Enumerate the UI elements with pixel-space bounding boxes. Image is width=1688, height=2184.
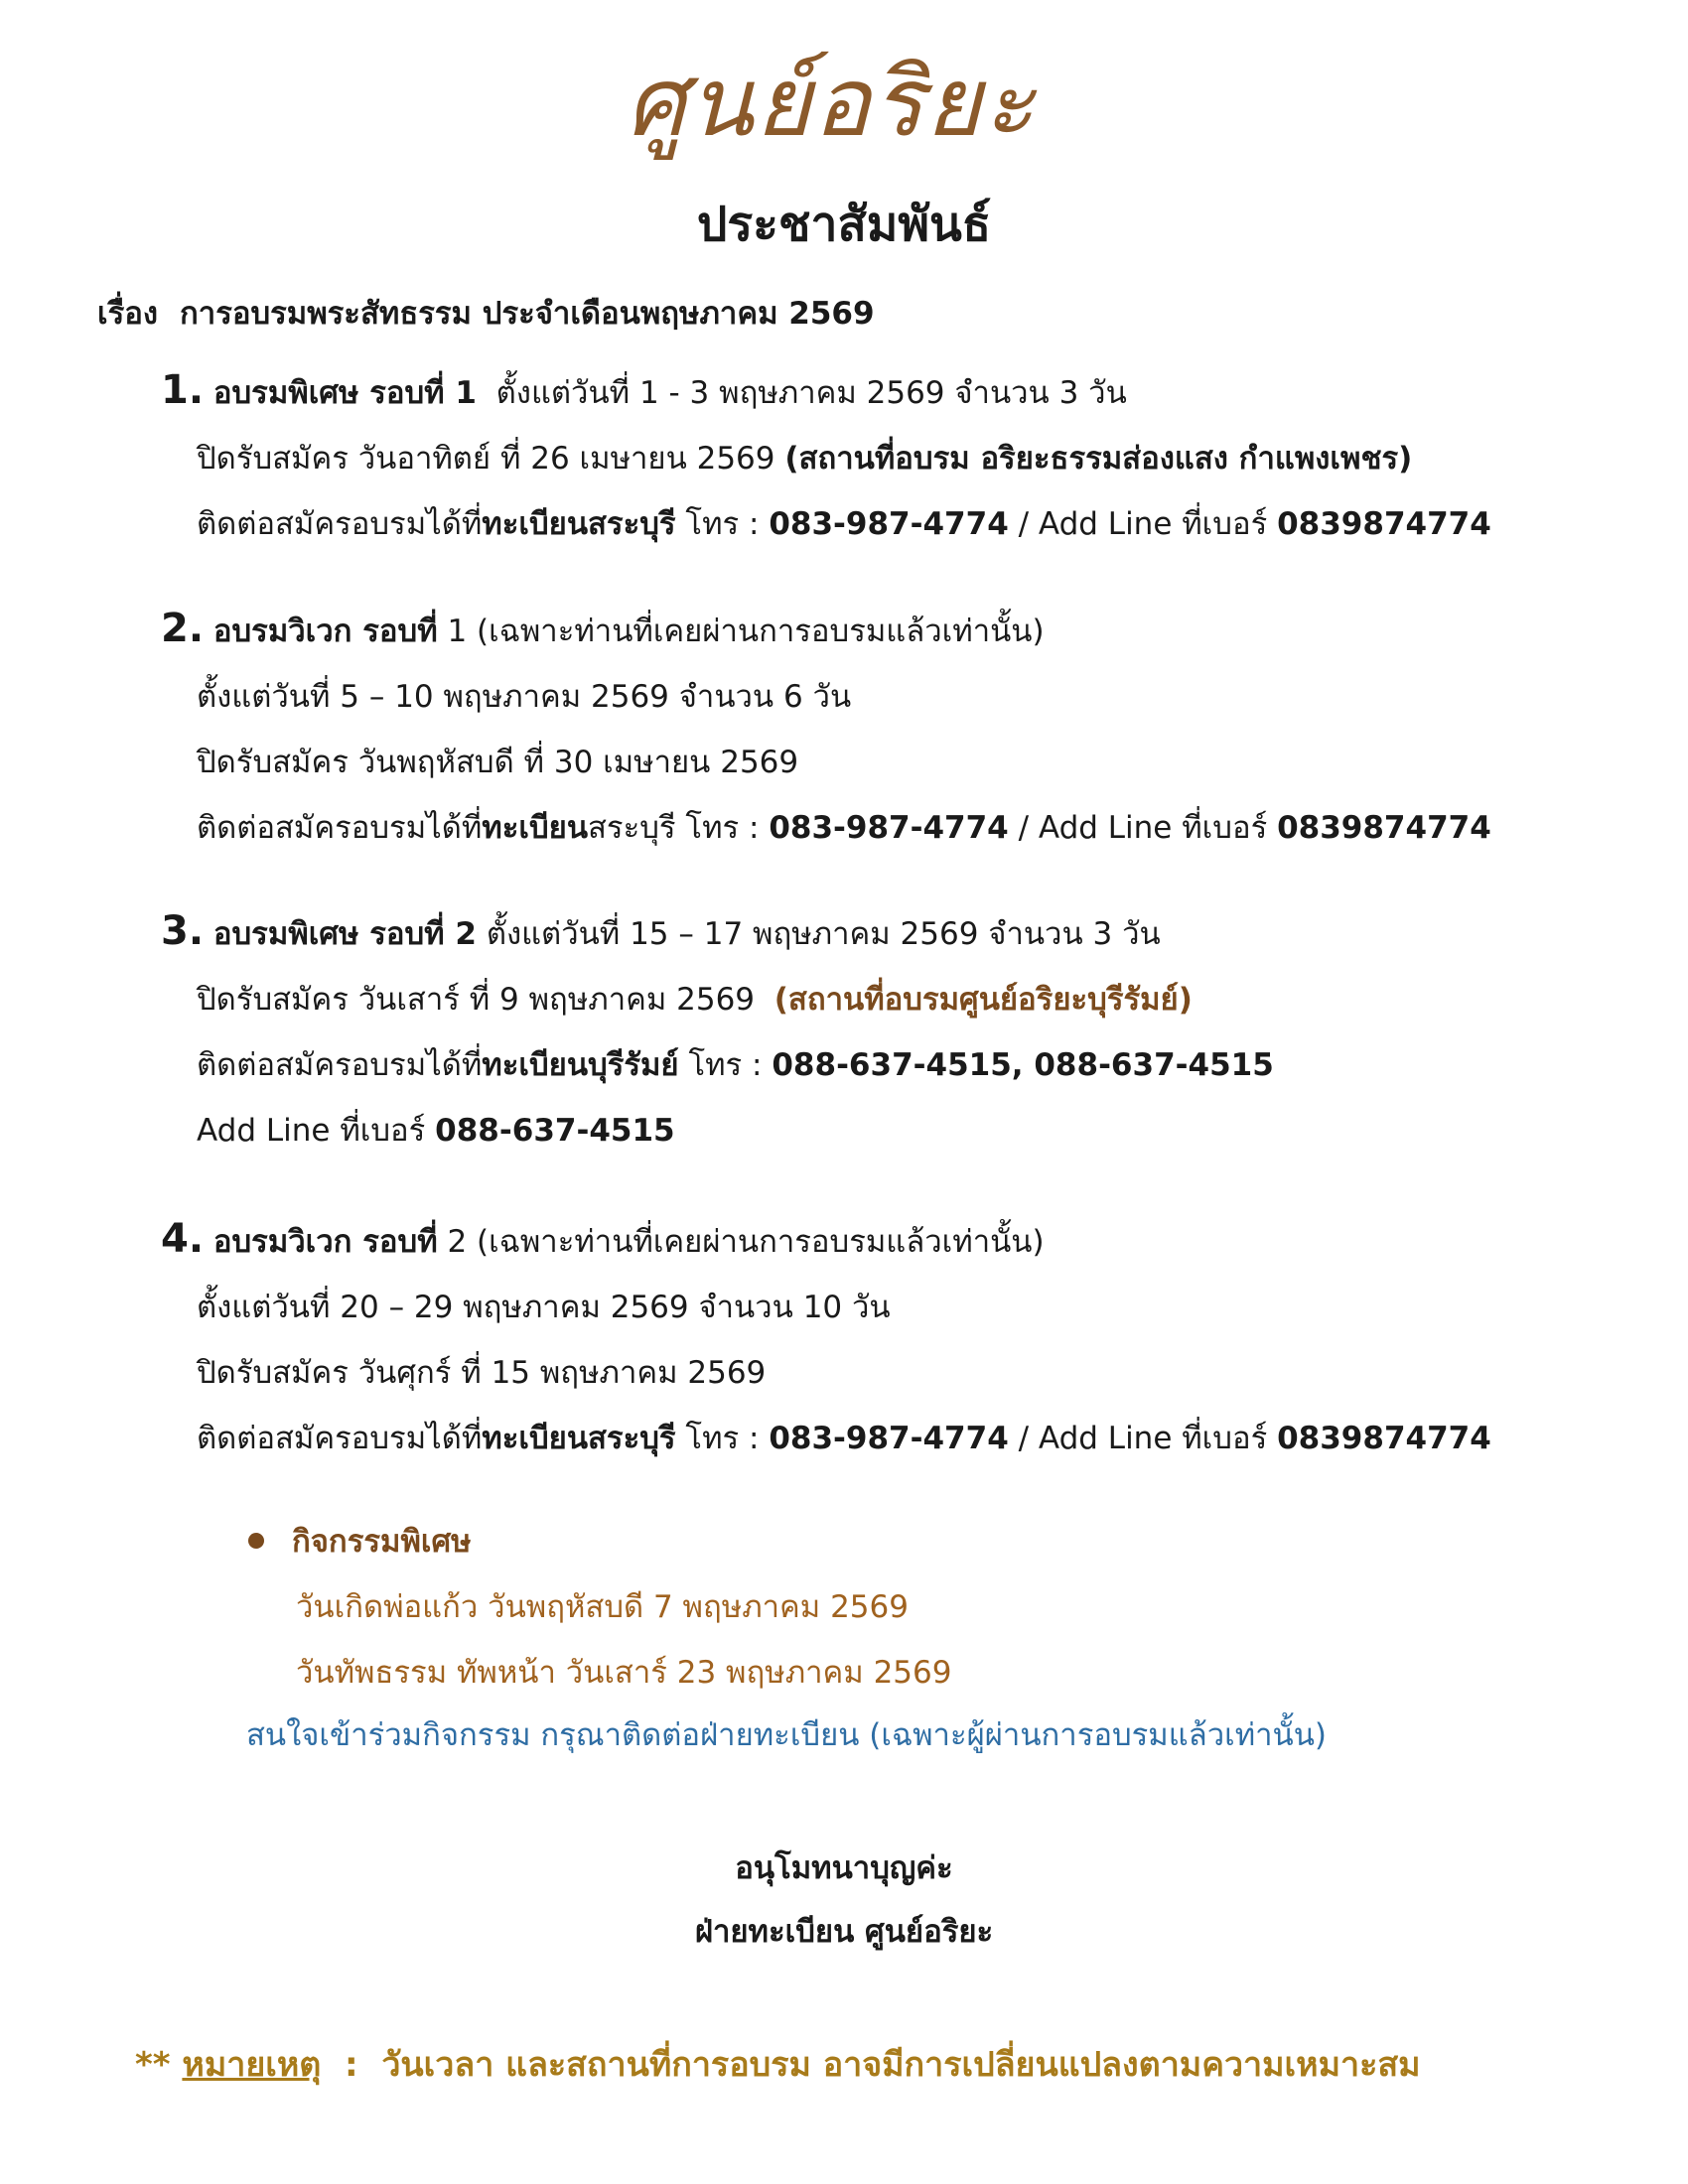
subject-text: การอบรมพระสัทธรรม ประจำเดือนพฤษภาคม 2569	[180, 296, 875, 332]
contact-tel: 083-987-4774	[769, 1421, 1009, 1456]
section-1	[161, 357, 1630, 557]
line-sep: / Add Line ที่เบอร์	[1018, 810, 1268, 846]
close-line	[161, 967, 1630, 1032]
remark-colon: :	[345, 2045, 358, 2085]
special-item: วันเกิดพ่อแก้ว วันพฤหัสบดี 7 พฤษภาคม 2569	[296, 1589, 909, 1625]
special-activities	[248, 1509, 1539, 1706]
subject-label: เรื่อง	[97, 296, 159, 332]
section-dates: ตั้งแต่วันที่ 15 – 17 พฤษภาคม 2569 จำนวน 3 วัน	[486, 916, 1161, 952]
section-title: อบรมพิเศษ รอบที่ 1	[212, 375, 477, 411]
section-note: 1 (เฉพาะท่านที่เคยผ่านการอบรมแล้วเท่านั้น)	[447, 614, 1045, 649]
close-line: ปิดรับสมัคร วันพฤหัสบดี ที่ 30 เมษายน 2569	[197, 745, 799, 780]
section-heading	[161, 898, 1630, 967]
close-line: ปิดรับสมัคร วันศุกร์ ที่ 15 พฤษภาคม 2569	[197, 1355, 767, 1391]
contact-line	[161, 491, 1630, 557]
subject-line	[97, 288, 875, 338]
close-line	[161, 426, 1630, 491]
section-heading	[161, 1206, 1630, 1275]
contact-line	[161, 1032, 1630, 1098]
dates-line: ตั้งแต่วันที่ 20 – 29 พฤษภาคม 2569 จำนวน 10 วัน	[197, 1290, 891, 1325]
section-2	[161, 596, 1630, 861]
section-number: 1.	[161, 367, 205, 413]
line-id: 0839874774	[1277, 1421, 1491, 1456]
signature-line-1: อนุโมทนาบุญค่ะ	[735, 1850, 953, 1886]
contact-tel-label: โทร :	[688, 1047, 763, 1083]
contact-place: ทะเบียน	[482, 810, 589, 846]
logo-text: ศูนย์อริยะ	[626, 47, 1037, 158]
line-label: Add Line ที่เบอร์	[197, 1113, 426, 1149]
remark-label: หมายเหตุ	[182, 2045, 322, 2085]
contact-place: ทะเบียนบุรีรัมย์	[482, 1047, 679, 1083]
contact-line	[161, 1406, 1630, 1471]
section-heading	[161, 357, 1630, 426]
remark-text: วันเวลา และสถานที่การอบรม อาจมีการเปลี่ยนแปลงตามความเหมาะสม	[381, 2045, 1421, 2085]
contact-tel: 083-987-4774	[769, 506, 1009, 542]
contact-tel-label: โทร :	[685, 506, 760, 542]
contact-prefix: ติดต่อสมัครอบรมได้ที่	[197, 506, 483, 542]
location-text: (สถานที่อบรมศูนย์อริยะบุรีรัมย์)	[774, 982, 1193, 1018]
section-4	[161, 1206, 1630, 1471]
section-note: 2 (เฉพาะท่านที่เคยผ่านการอบรมแล้วเท่านั้น)	[447, 1224, 1045, 1260]
interest-note: สนใจเข้าร่วมกิจกรรม กรุณาติดต่อฝ่ายทะเบียน (เฉพาะผู้ผ่านการอบรมแล้วเท่านั้น)	[246, 1717, 1328, 1753]
line-id: 0839874774	[1277, 506, 1491, 542]
contact-place-rest: สระบุรี โทร :	[588, 810, 760, 846]
line-id: 088-637-4515	[435, 1113, 675, 1149]
signature-line-2: ฝ่ายทะเบียน ศูนย์อริยะ	[694, 1914, 994, 1950]
special-heading-line	[248, 1509, 1539, 1574]
section-number: 3.	[161, 908, 205, 954]
line-sep: / Add Line ที่เบอร์	[1018, 506, 1268, 542]
section-dates: ตั้งแต่วันที่ 1 - 3 พฤษภาคม 2569 จำนวน 3 วัน	[495, 375, 1127, 411]
section-number: 2.	[161, 606, 205, 651]
contact-line	[161, 795, 1630, 861]
close-text: ปิดรับสมัคร วันเสาร์ ที่ 9 พฤษภาคม 2569	[197, 982, 756, 1018]
location-text: (สถานที่อบรม อริยะธรรมส่องแสง กำแพงเพชร)	[784, 441, 1413, 477]
section-number: 4.	[161, 1216, 205, 1262]
contact-prefix: ติดต่อสมัครอบรมได้ที่	[197, 1421, 483, 1456]
line-sep: / Add Line ที่เบอร์	[1018, 1421, 1268, 1456]
contact-place: ทะเบียนสระบุรี	[482, 1421, 676, 1456]
contact-tel: 088-637-4515, 088-637-4515	[772, 1047, 1274, 1083]
line-contact	[161, 1098, 1630, 1163]
bullet-icon	[248, 1533, 264, 1549]
contact-prefix: ติดต่อสมัครอบรมได้ที่	[197, 810, 483, 846]
remark	[135, 2037, 1421, 2091]
contact-prefix: ติดต่อสมัครอบรมได้ที่	[197, 1047, 483, 1083]
section-heading	[161, 596, 1630, 664]
section-title: อบรมวิเวก รอบที่	[212, 1224, 438, 1260]
special-item: วันทัพธรรม ทัพหน้า วันเสาร์ 23 พฤษภาคม 2569	[296, 1655, 952, 1691]
page-title: ประชาสัมพันธ์	[696, 197, 992, 252]
contact-place: ทะเบียนสระบุรี	[482, 506, 676, 542]
section-title: อบรมวิเวก รอบที่	[212, 614, 438, 649]
contact-tel: 083-987-4774	[769, 810, 1009, 846]
dates-line: ตั้งแต่วันที่ 5 – 10 พฤษภาคม 2569 จำนวน 6 วัน	[197, 679, 852, 715]
logo	[616, 38, 1092, 167]
remark-stars: **	[135, 2045, 171, 2085]
line-id: 0839874774	[1277, 810, 1491, 846]
special-heading: กิจกรรมพิเศษ	[292, 1524, 472, 1560]
close-text: ปิดรับสมัคร วันอาทิตย์ ที่ 26 เมษายน 2569	[197, 441, 775, 477]
section-title: อบรมพิเศษ รอบที่ 2	[212, 916, 477, 952]
section-3	[161, 898, 1630, 1163]
contact-tel-label: โทร :	[685, 1421, 760, 1456]
